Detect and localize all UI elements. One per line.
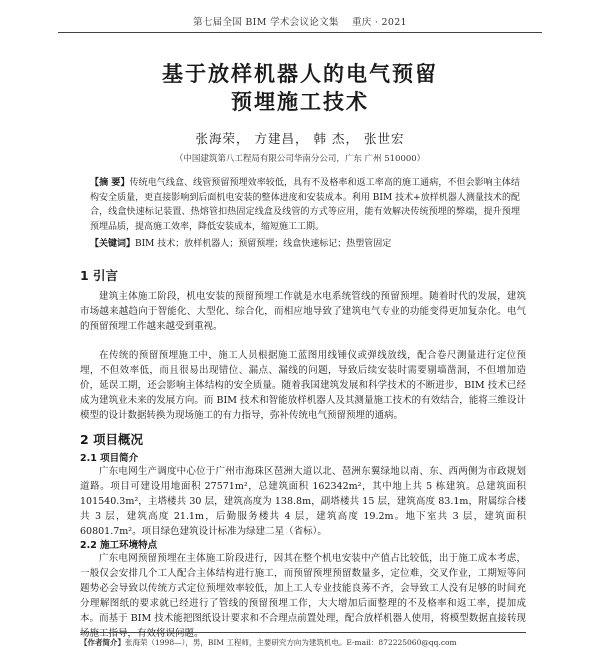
paper-title-line-1: 基于放样机器人的电气预留	[162, 62, 438, 86]
section-2-heading: 2 项目概况	[80, 432, 144, 447]
header-text: 第七届全国 BIM 学术会议论文集 重庆 · 2021	[193, 17, 407, 28]
keywords-label: 【关键词】	[90, 239, 136, 249]
paper-title-line-2: 预埋施工技术	[231, 90, 369, 114]
paragraph-intro-1: 建筑主体施工阶段，机电安装的预留预埋工作就是水电系统管线的预留预埋。随着时代的发展，建筑市场越来越趋向于智能化、大型化、综合化，而相应地导致了建筑电气专业的功能变得更加复杂化。电气的预留预埋工作越来越受到重视。	[80, 291, 526, 332]
affiliation: （中国建筑第八工程局有限公司华南分公司，广东 广州 510000）	[174, 154, 426, 164]
paragraph-intro-2: 在传统的预留预埋施工中，施工人员根据施工蓝图用线锤仪或弹线放线，配合卷尺测量进行定位预埋，不但效率低，而且很易出现错位、漏点、漏线的问题，导致后续安装时需要剔墙凿洞，不但增加造价，延误工期，还会影响主体结构的安全质量。随着我国建筑发展和科学技术的不断进步，BIM 技术已经成为建筑业未来的发展方向。而 BIM 技术和智能放样机器人及其测量施工技术的有效结合，能将三维设计模型的设计数据转换为现场施工的有力指导，弥补传统电气预留预埋的通病。	[80, 350, 526, 421]
subsection-2-2-heading: 2.2 施工环境特点	[80, 540, 158, 551]
paragraph-construction-environment: 广东电网预留预埋在主体施工阶段进行，因其在整个机电安装中产值占比较低，出于施工成本考虑，一般仅会安排几个工人配合主体结构进行施工，而预留预埋预留数量多，定位难，交叉作业，工期短等问题势必会导致以传统方式定位预埋效率较低，加上工人专业技能良莠不齐，会导致工人没有足够的时间充分理解图纸的要求就已经进行了管线的预留预埋工作，大大增加后面整理的不及格率和返工率，提加成本。而基于 BIM 技术能把图纸设计要求和不合理点前置处理，配合放样机器人使用，将模型数据直接转现场施工指导，有效将误问题。	[80, 553, 526, 639]
abstract	[90, 176, 520, 234]
keywords	[90, 236, 520, 249]
paragraph-project-intro: 广东电网生产调度中心位于广州市海珠区琶洲大道以北、琶洲东翼绿地以南、东、西两侧为市政规划道路。项目可建设用地面积 27571m²，总建筑面积 162342m²，其中地上共 5 栋建筑。总建筑面积 101540.3m²，主塔楼共 30 层，建筑高度为 138.8m，副塔楼共 15 层，建筑高度 83.1m，附属综合楼共 3 层，建筑高度 21.1m，后勤服务楼共 4 层，建筑高度 19.2m。地下室共 3 层，建筑面积 60801.7m²。项目绿色建筑设计标准为绿建二星（省标）。	[80, 466, 526, 537]
keywords-text: BIM 技术；放样机器人；预留预埋；线盒快速标记；热塑管固定	[135, 239, 392, 249]
authors: 张海荣， 方建昌， 韩 杰， 张世宏	[195, 131, 405, 146]
footnote-label: 【作者简介】	[80, 638, 125, 647]
footnote-text: 张海荣（1998—），男，BIM 工程师，主要研究方向为建筑机电。E-mail：872225060@qq.com	[125, 638, 457, 647]
running-header	[0, 14, 600, 28]
footnote-rule	[80, 632, 526, 633]
author-footnote	[80, 637, 526, 648]
abstract-label: 【摘 要】	[90, 178, 130, 188]
abstract-text: 传统电气线盒、线管预留预埋效率较低，具有不及格率和返工率高的施工通病，不但会影响主体结构安全质量，更直接影响到后面机电安装的整体进度和安装成本。利用 BIM 技术+放样机器人测量技术的配合，线盒快速标记装置、热熔管扣热固定线盒及线管的方式等应用，能有效解决传统预埋的弊端，提升预埋预埋品质，提高施工效率，降低安装成本，缩短施工工期。	[90, 178, 520, 232]
header-rule	[58, 32, 542, 33]
subsection-2-1-heading: 2.1 项目简介	[80, 453, 139, 464]
section-1-heading: 1 引言	[80, 268, 119, 283]
